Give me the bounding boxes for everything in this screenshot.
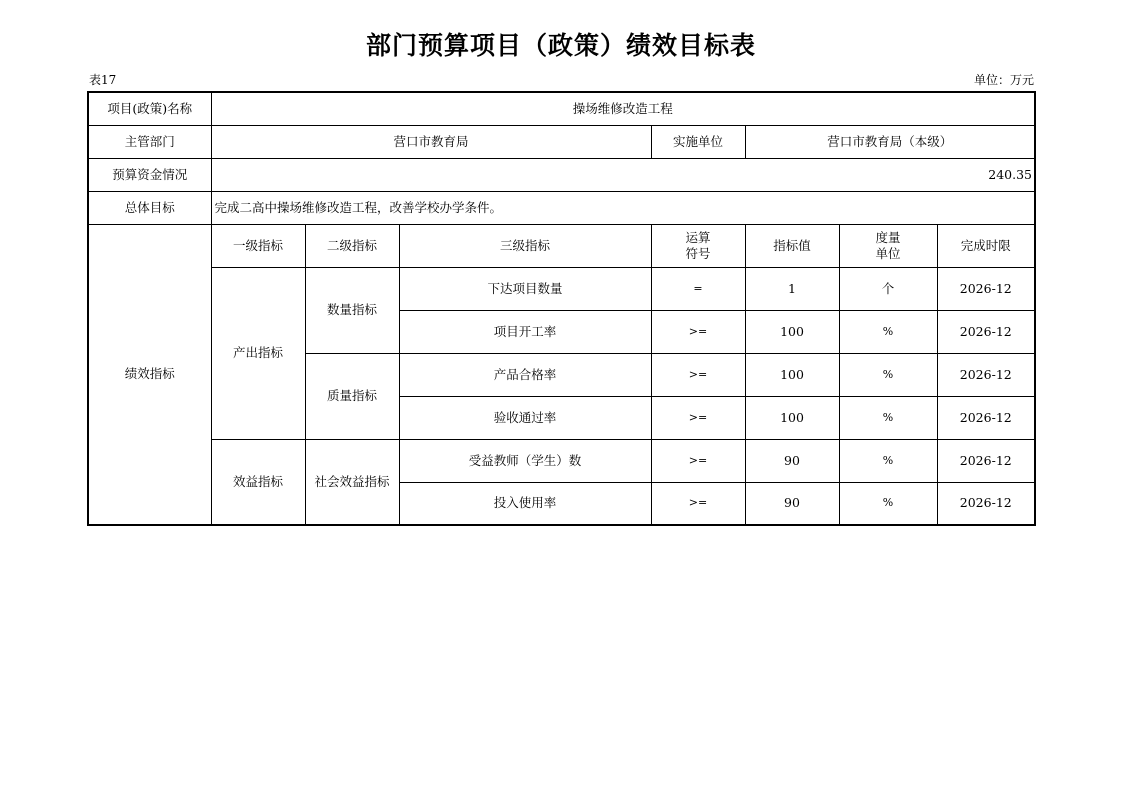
row-op: >= — [651, 310, 745, 353]
unit-label: 单位：万元 — [973, 73, 1034, 87]
row-l3: 下达项目数量 — [399, 267, 651, 310]
header-op-line1: 运算 — [685, 229, 711, 245]
dept-label: 主管部门 — [88, 125, 211, 158]
table-row — [88, 439, 1035, 482]
group-quality: 质量指标 — [305, 353, 399, 439]
row-value: 100 — [745, 353, 839, 396]
header-unit-line2: 单位 — [875, 245, 901, 261]
row-unit: 个 — [839, 267, 937, 310]
header-op — [651, 224, 745, 267]
page-title: 部门预算项目（政策）绩效目标表 — [365, 31, 756, 60]
row-deadline: 2026-12 — [937, 353, 1035, 396]
budget-label: 预算资金情况 — [88, 158, 211, 191]
row-op: >= — [651, 482, 745, 525]
row-l3: 投入使用率 — [399, 482, 651, 525]
header-l2: 二级指标 — [305, 224, 399, 267]
table-number: 表17 — [89, 73, 117, 87]
row-op: = — [651, 267, 745, 310]
budget-value: 240.35 — [211, 158, 1035, 191]
dept-value: 营口市教育局 — [211, 125, 651, 158]
header-l3: 三级指标 — [399, 224, 651, 267]
impl-value: 营口市教育局（本级） — [745, 125, 1035, 158]
group-benefit: 效益指标 — [211, 439, 305, 525]
group-social: 社会效益指标 — [305, 439, 399, 525]
row-unit: % — [839, 310, 937, 353]
goal-label: 总体目标 — [88, 191, 211, 224]
row-deadline: 2026-12 — [937, 439, 1035, 482]
row-value: 100 — [745, 396, 839, 439]
row-value: 100 — [745, 310, 839, 353]
perf-label: 绩效指标 — [88, 224, 211, 525]
row-deadline: 2026-12 — [937, 482, 1035, 525]
row-op: >= — [651, 353, 745, 396]
row-unit: % — [839, 482, 937, 525]
performance-table — [87, 91, 1036, 526]
row-op: >= — [651, 396, 745, 439]
header-l1: 一级指标 — [211, 224, 305, 267]
header-value: 指标值 — [745, 224, 839, 267]
row-value: 90 — [745, 482, 839, 525]
row-deadline: 2026-12 — [937, 396, 1035, 439]
header-deadline: 完成时限 — [937, 224, 1035, 267]
table-row — [88, 267, 1035, 310]
row-l3: 受益教师（学生）数 — [399, 439, 651, 482]
header-unit-line1: 度量 — [875, 229, 901, 245]
row-unit: % — [839, 439, 937, 482]
row-value: 1 — [745, 267, 839, 310]
row-l3: 验收通过率 — [399, 396, 651, 439]
project-name-label: 项目(政策)名称 — [88, 92, 211, 125]
row-deadline: 2026-12 — [937, 267, 1035, 310]
row-l3: 项目开工率 — [399, 310, 651, 353]
row-unit: % — [839, 353, 937, 396]
impl-label: 实施单位 — [651, 125, 745, 158]
project-name-value: 操场维修改造工程 — [211, 92, 1035, 125]
row-deadline: 2026-12 — [937, 310, 1035, 353]
group-quantity: 数量指标 — [305, 267, 399, 353]
group-output: 产出指标 — [211, 267, 305, 439]
row-value: 90 — [745, 439, 839, 482]
row-op: >= — [651, 439, 745, 482]
header-unit — [839, 224, 937, 267]
row-l3: 产品合格率 — [399, 353, 651, 396]
goal-value: 完成二高中操场维修改造工程，改善学校办学条件。 — [211, 191, 1035, 224]
header-op-line2: 符号 — [685, 245, 711, 261]
row-unit: % — [839, 396, 937, 439]
